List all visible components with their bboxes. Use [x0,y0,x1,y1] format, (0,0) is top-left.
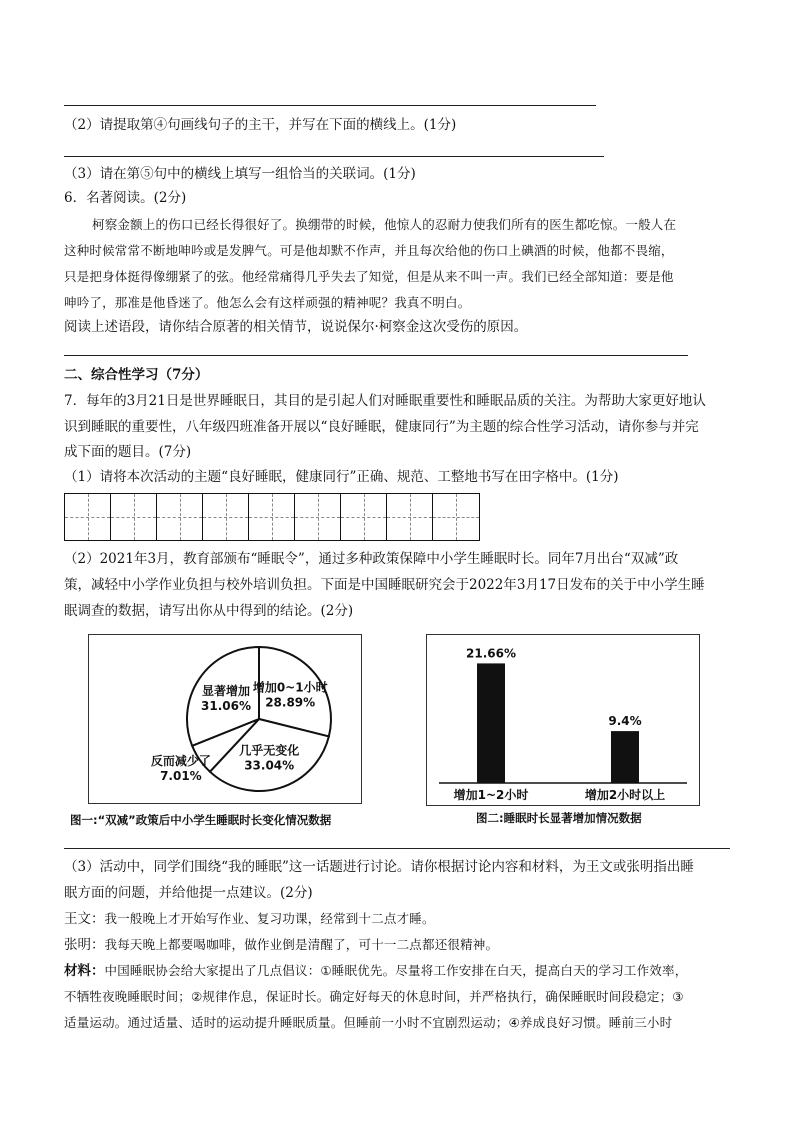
tianzige-cell[interactable] [249,494,295,540]
pie-category-label: 增加0~1小时 [252,680,328,695]
q6-prompt: 阅读上述语段，请你结合原著的相关情节，说说保尔·柯察金这次受伤的原因。 [64,319,528,335]
q6-title: 6．名著阅读。(2分) [64,190,187,206]
q7-sub3-line-2: 眠方面的问题，并给他提一点建议。(2分) [64,885,313,901]
wangwen-text: 我一般晚上才开始写作业、复习功课，经常到十二点才睡。 [104,911,435,926]
bar-chart-caption: 图二:睡眠时长显著增加情况数据 [476,811,642,825]
answer-line-q5-2 [64,156,604,157]
answer-line-q7-2 [64,848,730,849]
q7-sub3-line-1: （3）活动中，同学们围绕“我的睡眠”这一话题进行讨论。请你根据讨论内容和材料，为王文或张明指出睡 [64,859,694,875]
pie-chart-frame [88,634,362,804]
tianzige-cell[interactable] [203,494,249,540]
tianzige-cell[interactable] [341,494,387,540]
bar-category-label: 增加1~2小时 [453,788,529,802]
wangwen-line [64,910,435,928]
zhangming-line [64,936,498,954]
zhangming-text: 我每天晚上都要喝咖啡，做作业倒是清醒了，可十一二点都还很精神。 [104,937,499,952]
pie-value-label: 28.89% [265,695,316,710]
pie-value-label: 33.04% [244,758,295,773]
answer-line-q5-1 [64,105,596,106]
q6-passage-line-1: 柯察金额上的伤口已经长得很好了。换绷带的时候，他惊人的忍耐力使我们所有的医生都吃惊。一般人在 [92,217,677,232]
q7-intro-line-1: 7．每年的3月21日是世界睡眠日，其目的是引起人们对睡眠重要性和睡眠品质的关注。为帮助大家更好地认 [64,393,706,409]
q7-intro-line-3: 成下面的题目。(7分) [64,444,192,460]
tianzige-cell[interactable] [111,494,157,540]
pie-value-label: 7.01% [160,769,202,783]
zhangming-label: 张明： [64,937,105,953]
bar-mark [611,731,639,783]
material-text-1: 中国睡眠协会给大家提出了几点倡议：①睡眠优先。尽量将工作安排在白天，提高白天的学习工作效率， [104,963,688,978]
bar-chart [427,635,699,805]
pie-category-label: 几乎无变化 [239,743,300,758]
bar-mark [477,663,505,783]
bar-value-label: 9.4% [608,714,642,729]
tianzige-cell[interactable] [295,494,341,540]
q7-sub2-line-1: （2）2021年3月，教育部颁布“睡眠令”，通过多种政策保障中小学生睡眠时长。同年7月出台“双减”政 [64,551,679,567]
material-label: 材料： [64,963,105,979]
pie-chart [89,635,361,803]
q6-passage-line-3: 只是把身体挺得像绷紧了的弦。他经常痛得几乎失去了知觉，但是从来不叫一声。我们已经全部知道：要是他 [64,269,674,284]
q7-sub2-line-3: 眠调查的数据，请写出你从中得到的结论。(2分) [64,603,354,619]
tianzige-cell[interactable] [387,494,433,540]
pie-category-label: 反而减少了 [150,754,211,768]
wangwen-label: 王文： [64,911,105,927]
tianzige-cell[interactable] [433,494,479,540]
pie-category-label: 显著增加 [201,684,251,698]
material-line-2: 不牺牲夜晚睡眠时间；②规律作息，保证时长。确定好每天的休息时间，并严格执行，确保睡眠时间段稳定；③ [64,989,684,1004]
q7-intro-line-2: 识到睡眠的重要性，八年级四班准备开展以“良好睡眠，健康同行”为主题的综合性学习活动，请你参与并完 [64,419,699,435]
answer-line-q6 [64,355,688,356]
material-line-1 [64,962,687,980]
bar-category-label: 增加2小时以上 [584,788,666,802]
tianzige-cell[interactable] [157,494,203,540]
pie-value-label: 31.06% [201,699,251,713]
material-line-3: 适量运动。通过适量、适时的运动提升睡眠质量。但睡前一小时不宜剧烈运动；④养成良好习惯。睡前三小时 [64,1015,673,1030]
tianzige-cell[interactable] [65,494,111,540]
q5-sub3: （3）请在第⑤句中的横线上填写一组恰当的关联词。(1分) [64,166,416,182]
q6-passage-line-2: 这种时候常常不断地呻吟或是发脾气。可是他却默不作声，并且每次给他的伤口上碘酒的时候，他都不畏缩， [64,243,674,258]
section-2-title: 二、综合性学习（7分） [64,367,209,383]
bar-value-label: 21.66% [466,646,516,661]
q6-passage-line-4: 呻吟了，那准是他昏迷了。他怎么会有这样顽强的精神呢？我真不明白。 [64,295,471,310]
pie-chart-caption: 图一:“双减”政策后中小学生睡眠时长变化情况数据 [70,813,332,827]
bar-chart-frame [426,634,700,806]
q7-sub1: （1）请将本次活动的主题“良好睡眠，健康同行”正确、规范、工整地书写在田字格中。(1分) [64,469,619,485]
q7-sub2-line-2: 策，减轻中小学作业负担与校外培训负担。下面是中国睡眠研究会于2022年3月17日发布的关于中小学生睡 [64,577,705,593]
tianzige-grid[interactable] [64,493,480,541]
q5-sub2: （2）请提取第④句画线句子的主干，并写在下面的横线上。(1分) [64,117,457,133]
